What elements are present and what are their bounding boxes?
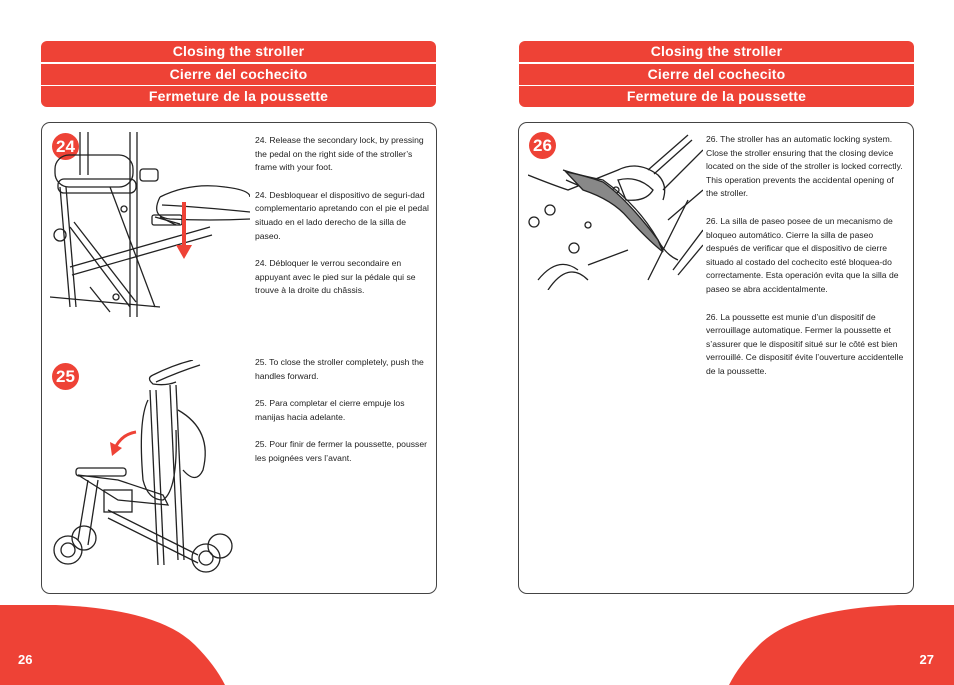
step-25-text-en: 25. To close the stroller completely, push the handles forward. bbox=[255, 357, 424, 381]
down-arrow-icon bbox=[176, 202, 192, 259]
step-25-badge: 25 bbox=[52, 363, 79, 390]
step-24-badge: 24 bbox=[52, 133, 79, 160]
step-26-text-en: 26. The stroller has an automatic locking system. Close the stroller ensuring that the closing device located on the side of the stroller is locked correctly. This operation prevents the accidental opening of the stroller. bbox=[706, 134, 903, 199]
right-header-title-en: Closing the stroller bbox=[519, 41, 914, 62]
step-26-badge: 26 bbox=[529, 132, 556, 159]
step-24-illustration bbox=[50, 127, 250, 317]
step-26-illustration bbox=[528, 130, 703, 290]
right-header bbox=[519, 41, 914, 109]
right-page-number: 27 bbox=[919, 652, 934, 667]
left-page-number: 26 bbox=[18, 652, 33, 667]
step-26-text bbox=[706, 133, 906, 393]
left-header-title-fr: Fermeture de la poussette bbox=[41, 86, 436, 107]
step-24-text bbox=[255, 134, 433, 312]
left-header-title-es: Cierre del cochecito bbox=[41, 64, 436, 85]
step-25-text-es: 25. Para completar el cierre empuje los manijas hacia adelante. bbox=[255, 398, 405, 422]
right-page-corner-decoration bbox=[729, 605, 954, 685]
left-header-title-en: Closing the stroller bbox=[41, 41, 436, 62]
left-header bbox=[41, 41, 436, 109]
step-26-text-fr: 26. La poussette est munie d’un dispositif de verrouillage automatique. Fermer la poussette et s’assurer que le dispositif situé sur le côté est bien verrouillé. Ce dispositif évite l’ouverture accidentelle de la poussette. bbox=[706, 311, 904, 376]
right-header-title-fr: Fermeture de la poussette bbox=[519, 86, 914, 107]
step-25-illustration bbox=[48, 360, 238, 580]
curved-arrow-icon bbox=[110, 432, 136, 456]
step-26-text-es: 26. La silla de paseo posee de un mecanismo de bloqueo automático. Cierre la silla de paseo después de verificar que el dispositivo de cierre situado al costado del cochecito esté bloquea-do correctamente. Esta operación evita que la silla de paseo se abra accidentalmente. bbox=[706, 215, 899, 294]
right-header-title-es: Cierre del cochecito bbox=[519, 64, 914, 85]
step-24-text-fr: 24. Débloquer le verrou secondaire en appuyant avec le pied sur la pédale qui se trouve à la droite du châssis. bbox=[255, 258, 416, 296]
step-24-text-es: 24. Desbloquear el dispositivo de seguri-dad complementario apretando con el pie el pedal situado en el lado derecho de la silla de paseo. bbox=[255, 189, 429, 241]
left-page-corner-decoration bbox=[0, 605, 225, 685]
step-25-text-fr: 25. Pour finir de fermer la poussette, pousser les poignées vers l’avant. bbox=[255, 439, 427, 463]
step-25-text bbox=[255, 356, 433, 480]
step-24-text-en: 24. Release the secondary lock, by pressing the pedal on the right side of the stroller’s frame with your foot. bbox=[255, 135, 424, 173]
